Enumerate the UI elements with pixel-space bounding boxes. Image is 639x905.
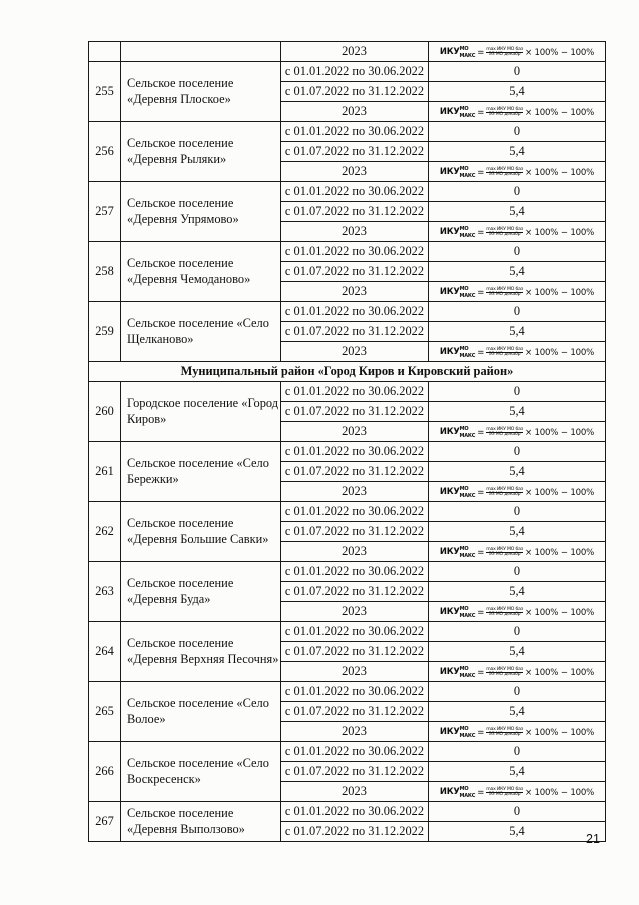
page-number: 21 [586, 832, 600, 846]
table-row [89, 502, 606, 522]
formula-denominator: ЭЗ МО декабр [488, 432, 521, 438]
settlement-name-cell: Сельское поселение «Деревня Выползово» [121, 802, 281, 842]
value-cell: 5,4 [429, 702, 606, 722]
period-cell: с 01.07.2022 по 31.12.2022 [281, 762, 429, 782]
table-row [89, 562, 606, 582]
formula-lhs-sub: МАКС [459, 792, 476, 799]
settlement-name-cell: Сельское поселение «Село Щелканово» [121, 302, 281, 362]
formula-lhs-sub: МАКС [459, 52, 476, 59]
year-cell: 2023 [281, 42, 429, 62]
formula-cell [429, 482, 606, 502]
formula-denominator: ЭЗ МО декабр [488, 792, 521, 798]
formula-lhs-sub: МАКС [459, 492, 476, 499]
period-cell: с 01.07.2022 по 31.12.2022 [281, 322, 429, 342]
value-cell: 0 [429, 302, 606, 322]
settlement-name-cell: Городское поселение «Город Киров» [121, 382, 281, 442]
period-cell: с 01.07.2022 по 31.12.2022 [281, 142, 429, 162]
formula-lhs-sub: МАКС [459, 672, 476, 679]
formula-lhs-sup: МО [459, 46, 469, 53]
value-cell: 5,4 [429, 462, 606, 482]
formula-lhs-main: ИКУ [439, 666, 460, 677]
table-row [89, 302, 606, 322]
formula-denominator: ЭЗ МО декабр [488, 672, 521, 678]
period-cell: с 01.07.2022 по 31.12.2022 [281, 82, 429, 102]
formula-lhs-sup: МО [459, 106, 469, 113]
value-cell: 5,4 [429, 322, 606, 342]
formula-lhs-main: ИКУ [439, 606, 460, 617]
formula-fraction [486, 668, 523, 679]
formula-cell [429, 162, 606, 182]
formula [440, 427, 594, 439]
formula-numerator: max ИКУ МО баз [486, 726, 523, 732]
year-cell: 2023 [281, 102, 429, 122]
formula-cell [429, 342, 606, 362]
formula-cell [429, 722, 606, 742]
formula-rest: × 100% − 100% [524, 227, 595, 238]
formula-lhs-main: ИКУ [439, 346, 460, 357]
period-cell: с 01.01.2022 по 30.06.2022 [281, 442, 429, 462]
formula [440, 47, 594, 59]
row-number-cell: 256 [89, 122, 121, 182]
row-number-cell: 260 [89, 382, 121, 442]
formula [440, 787, 594, 799]
formula-rest: × 100% − 100% [524, 727, 595, 738]
formula-numerator: max ИКУ МО баз [486, 426, 523, 432]
formula-lhs [440, 227, 475, 239]
value-cell: 5,4 [429, 262, 606, 282]
formula-lhs [440, 487, 475, 499]
formula-equals: = [477, 607, 485, 618]
row-number-cell: 259 [89, 302, 121, 362]
settlement-name-cell: Сельское поселение «Деревня Буда» [121, 562, 281, 622]
formula-equals: = [477, 787, 485, 798]
formula-lhs [440, 727, 475, 739]
year-cell: 2023 [281, 422, 429, 442]
period-cell: с 01.07.2022 по 31.12.2022 [281, 822, 429, 842]
formula-fraction [486, 428, 523, 439]
formula-equals: = [477, 47, 485, 58]
formula-lhs-main: ИКУ [439, 166, 460, 177]
formula-numerator: max ИКУ МО баз [486, 486, 523, 492]
value-cell: 0 [429, 502, 606, 522]
formula-lhs-sub: МАКС [459, 112, 476, 119]
formula-lhs-main: ИКУ [439, 226, 460, 237]
formula-equals: = [477, 287, 485, 298]
tariff-table-body [89, 42, 606, 842]
settlement-name-cell: Сельское поселение «Деревня Большие Савки» [121, 502, 281, 562]
row-number-cell: 266 [89, 742, 121, 802]
value-cell: 0 [429, 382, 606, 402]
formula-lhs-sup: МО [459, 606, 469, 613]
formula-equals: = [477, 427, 485, 438]
formula-fraction [486, 348, 523, 359]
row-number-cell: 258 [89, 242, 121, 302]
period-cell: с 01.01.2022 по 30.06.2022 [281, 622, 429, 642]
table-row [89, 382, 606, 402]
formula-denominator: ЭЗ МО декабр [488, 492, 521, 498]
formula-lhs-sup: МО [459, 166, 469, 173]
row-number-cell: 257 [89, 182, 121, 242]
formula-numerator: max ИКУ МО баз [486, 606, 523, 612]
settlement-name-cell [121, 42, 281, 62]
formula-lhs-main: ИКУ [439, 46, 460, 57]
formula [440, 167, 594, 179]
value-cell: 5,4 [429, 202, 606, 222]
row-number-cell: 262 [89, 502, 121, 562]
region-header-row [89, 362, 606, 382]
formula-lhs-sup: МО [459, 346, 469, 353]
year-cell: 2023 [281, 722, 429, 742]
formula-lhs [440, 427, 475, 439]
table-row [89, 62, 606, 82]
value-cell: 0 [429, 802, 606, 822]
year-cell: 2023 [281, 222, 429, 242]
row-number-cell: 267 [89, 802, 121, 842]
formula-lhs [440, 287, 475, 299]
formula [440, 547, 594, 559]
value-cell: 0 [429, 682, 606, 702]
formula-lhs [440, 167, 475, 179]
value-cell: 5,4 [429, 822, 606, 842]
formula-denominator: ЭЗ МО декабр [488, 552, 521, 558]
table-row [89, 242, 606, 262]
period-cell: с 01.01.2022 по 30.06.2022 [281, 182, 429, 202]
formula-rest: × 100% − 100% [524, 287, 595, 298]
formula-lhs [440, 547, 475, 559]
formula-rest: × 100% − 100% [524, 607, 595, 618]
value-cell: 5,4 [429, 582, 606, 602]
value-cell: 0 [429, 562, 606, 582]
formula-lhs-sub: МАКС [459, 732, 476, 739]
formula-equals: = [477, 547, 485, 558]
formula-rest: × 100% − 100% [524, 427, 595, 438]
formula-lhs-sub: МАКС [459, 172, 476, 179]
settlement-name-cell: Сельское поселение «Деревня Верхняя Песочня» [121, 622, 281, 682]
settlement-name-cell: Сельское поселение «Село Волое» [121, 682, 281, 742]
formula-cell [429, 602, 606, 622]
formula-cell [429, 662, 606, 682]
formula-lhs-sup: МО [459, 486, 469, 493]
row-number-cell: 261 [89, 442, 121, 502]
formula-denominator: ЭЗ МО декабр [488, 352, 521, 358]
value-cell: 5,4 [429, 402, 606, 422]
settlement-name-cell: Сельское поселение «Село Бережки» [121, 442, 281, 502]
formula-numerator: max ИКУ МО баз [486, 546, 523, 552]
value-cell: 0 [429, 742, 606, 762]
formula-equals: = [477, 107, 485, 118]
formula-equals: = [477, 727, 485, 738]
formula-fraction [486, 548, 523, 559]
table-row [89, 182, 606, 202]
formula-cell [429, 542, 606, 562]
formula-lhs-main: ИКУ [439, 106, 460, 117]
formula-fraction [486, 288, 523, 299]
formula-lhs [440, 787, 475, 799]
formula-lhs [440, 607, 475, 619]
period-cell: с 01.01.2022 по 30.06.2022 [281, 502, 429, 522]
row-number-cell [89, 42, 121, 62]
formula-cell [429, 782, 606, 802]
formula-denominator: ЭЗ МО декабр [488, 52, 521, 58]
formula-fraction [486, 48, 523, 59]
formula-denominator: ЭЗ МО декабр [488, 112, 521, 118]
formula-cell [429, 282, 606, 302]
year-cell: 2023 [281, 602, 429, 622]
period-cell: с 01.07.2022 по 31.12.2022 [281, 402, 429, 422]
table-row [89, 742, 606, 762]
formula-lhs-main: ИКУ [439, 426, 460, 437]
formula-lhs-sup: МО [459, 546, 469, 553]
value-cell: 0 [429, 442, 606, 462]
row-number-cell: 264 [89, 622, 121, 682]
formula [440, 107, 594, 119]
formula-lhs-sup: МО [459, 426, 469, 433]
formula-rest: × 100% − 100% [524, 547, 595, 558]
formula-cell [429, 222, 606, 242]
formula-cell [429, 102, 606, 122]
formula-lhs-sup: МО [459, 226, 469, 233]
row-number-cell: 255 [89, 62, 121, 122]
formula-lhs [440, 107, 475, 119]
year-cell: 2023 [281, 342, 429, 362]
period-cell: с 01.07.2022 по 31.12.2022 [281, 262, 429, 282]
formula-lhs [440, 347, 475, 359]
year-cell: 2023 [281, 482, 429, 502]
period-cell: с 01.07.2022 по 31.12.2022 [281, 702, 429, 722]
table-row [89, 622, 606, 642]
period-cell: с 01.01.2022 по 30.06.2022 [281, 62, 429, 82]
formula-numerator: max ИКУ МО баз [486, 166, 523, 172]
formula-lhs-main: ИКУ [439, 726, 460, 737]
formula-rest: × 100% − 100% [524, 47, 595, 58]
settlement-name-cell: Сельское поселение «Деревня Плоское» [121, 62, 281, 122]
formula-equals: = [477, 487, 485, 498]
formula-lhs-sub: МАКС [459, 292, 476, 299]
year-cell: 2023 [281, 662, 429, 682]
formula-equals: = [477, 227, 485, 238]
period-cell: с 01.01.2022 по 30.06.2022 [281, 382, 429, 402]
value-cell: 0 [429, 62, 606, 82]
period-cell: с 01.07.2022 по 31.12.2022 [281, 462, 429, 482]
formula-denominator: ЭЗ МО декабр [488, 172, 521, 178]
formula-fraction [486, 608, 523, 619]
period-cell: с 01.01.2022 по 30.06.2022 [281, 802, 429, 822]
settlement-name-cell: Сельское поселение «Деревня Чемоданово» [121, 242, 281, 302]
table-row [89, 802, 606, 822]
formula [440, 287, 594, 299]
period-cell: с 01.07.2022 по 31.12.2022 [281, 522, 429, 542]
region-header: Муниципальный район «Город Киров и Кировский район» [89, 362, 606, 382]
formula-rest: × 100% − 100% [524, 787, 595, 798]
formula-numerator: max ИКУ МО баз [486, 346, 523, 352]
formula-rest: × 100% − 100% [524, 167, 595, 178]
formula-lhs-sub: МАКС [459, 552, 476, 559]
value-cell: 0 [429, 182, 606, 202]
formula-fraction [486, 228, 523, 239]
year-cell: 2023 [281, 162, 429, 182]
formula-lhs-sup: МО [459, 666, 469, 673]
table-row [89, 442, 606, 462]
formula-equals: = [477, 167, 485, 178]
formula-lhs-sup: МО [459, 786, 469, 793]
formula-numerator: max ИКУ МО баз [486, 46, 523, 52]
formula-lhs-main: ИКУ [439, 546, 460, 557]
formula-numerator: max ИКУ МО баз [486, 666, 523, 672]
formula-numerator: max ИКУ МО баз [486, 786, 523, 792]
table-row [89, 122, 606, 142]
value-cell: 0 [429, 622, 606, 642]
settlement-name-cell: Сельское поселение «Деревня Рыляки» [121, 122, 281, 182]
period-cell: с 01.01.2022 по 30.06.2022 [281, 242, 429, 262]
formula-cell [429, 422, 606, 442]
formula-lhs-sub: МАКС [459, 612, 476, 619]
period-cell: с 01.07.2022 по 31.12.2022 [281, 642, 429, 662]
formula-rest: × 100% − 100% [524, 107, 595, 118]
formula-cell [429, 42, 606, 62]
formula-fraction [486, 488, 523, 499]
table-row [89, 682, 606, 702]
period-cell: с 01.01.2022 по 30.06.2022 [281, 742, 429, 762]
value-cell: 5,4 [429, 142, 606, 162]
formula-lhs-main: ИКУ [439, 286, 460, 297]
formula-numerator: max ИКУ МО баз [486, 106, 523, 112]
period-cell: с 01.07.2022 по 31.12.2022 [281, 582, 429, 602]
period-cell: с 01.07.2022 по 31.12.2022 [281, 202, 429, 222]
formula-denominator: ЭЗ МО декабр [488, 292, 521, 298]
value-cell: 5,4 [429, 642, 606, 662]
formula-lhs [440, 667, 475, 679]
formula-lhs-sub: МАКС [459, 432, 476, 439]
settlement-name-cell: Сельское поселение «Деревня Упрямово» [121, 182, 281, 242]
formula-fraction [486, 108, 523, 119]
formula-numerator: max ИКУ МО баз [486, 286, 523, 292]
formula-rest: × 100% − 100% [524, 667, 595, 678]
value-cell: 5,4 [429, 82, 606, 102]
formula-fraction [486, 788, 523, 799]
formula-denominator: ЭЗ МО декабр [488, 732, 521, 738]
formula-fraction [486, 728, 523, 739]
formula [440, 347, 594, 359]
period-cell: с 01.01.2022 по 30.06.2022 [281, 302, 429, 322]
value-cell: 0 [429, 122, 606, 142]
table-row-continuation [89, 42, 606, 62]
formula-lhs-sub: МАКС [459, 232, 476, 239]
formula-lhs [440, 47, 475, 59]
value-cell: 0 [429, 242, 606, 262]
formula-fraction [486, 168, 523, 179]
period-cell: с 01.01.2022 по 30.06.2022 [281, 562, 429, 582]
formula [440, 667, 594, 679]
formula-numerator: max ИКУ МО баз [486, 226, 523, 232]
value-cell: 5,4 [429, 762, 606, 782]
formula-equals: = [477, 347, 485, 358]
formula [440, 607, 594, 619]
year-cell: 2023 [281, 542, 429, 562]
formula-lhs-sub: МАКС [459, 352, 476, 359]
row-number-cell: 265 [89, 682, 121, 742]
formula-equals: = [477, 667, 485, 678]
formula [440, 227, 594, 239]
formula [440, 727, 594, 739]
formula-rest: × 100% − 100% [524, 347, 595, 358]
year-cell: 2023 [281, 782, 429, 802]
formula-lhs-sup: МО [459, 726, 469, 733]
value-cell: 5,4 [429, 522, 606, 542]
row-number-cell: 263 [89, 562, 121, 622]
year-cell: 2023 [281, 282, 429, 302]
formula-lhs-main: ИКУ [439, 786, 460, 797]
period-cell: с 01.01.2022 по 30.06.2022 [281, 682, 429, 702]
formula-rest: × 100% − 100% [524, 487, 595, 498]
formula-denominator: ЭЗ МО декабр [488, 612, 521, 618]
formula-lhs-sup: МО [459, 286, 469, 293]
period-cell: с 01.01.2022 по 30.06.2022 [281, 122, 429, 142]
formula-denominator: ЭЗ МО декабр [488, 232, 521, 238]
settlement-name-cell: Сельское поселение «Село Воскресенск» [121, 742, 281, 802]
formula-lhs-main: ИКУ [439, 486, 460, 497]
tariff-table [88, 41, 606, 842]
formula [440, 487, 594, 499]
